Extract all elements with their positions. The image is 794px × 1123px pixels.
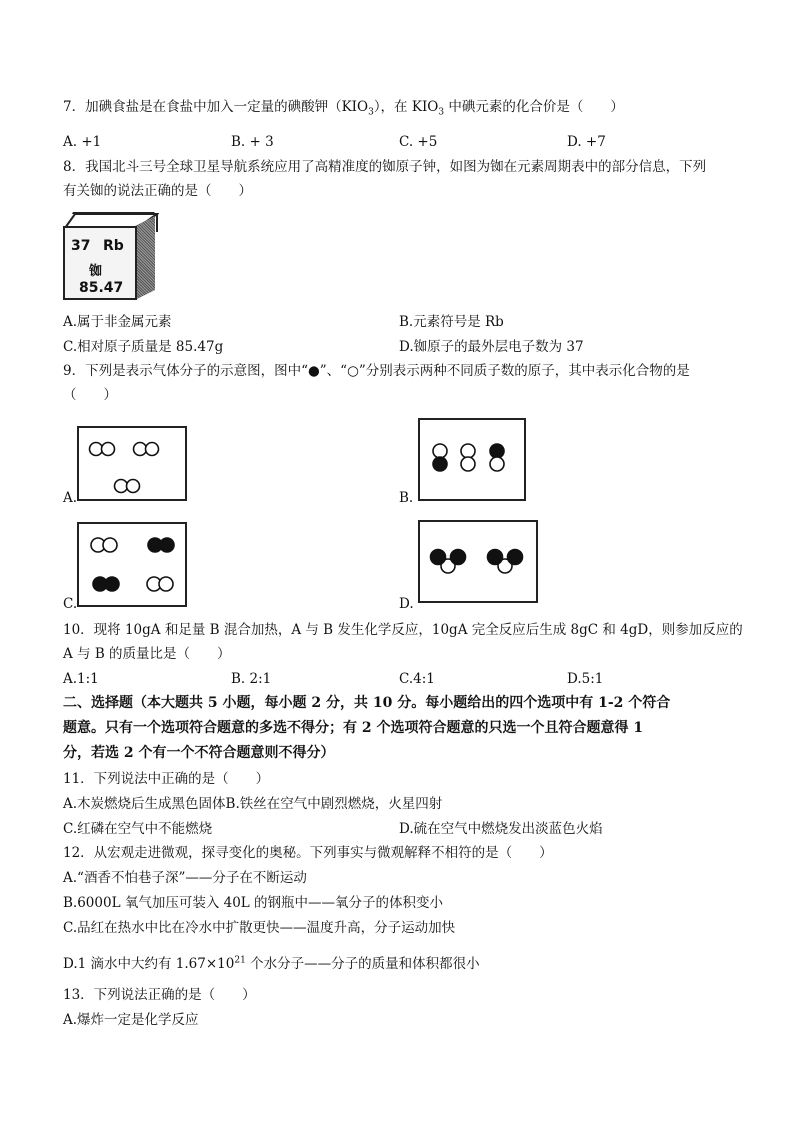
q11-options-ab: A.木炭燃烧后生成黑色固体B.铁丝在空气中剧烈燃烧，火星四射 — [63, 796, 443, 812]
q9-label-b: B. — [399, 490, 414, 506]
q8-option-a: A.属于非金属元素 — [63, 314, 172, 330]
q10-option-a: A.1:1 — [63, 671, 99, 687]
q8-stem-line1: 8．我国北斗三号全球卫星导航系统应用了高精准度的铷原子钟，如图为铷在元素周期表中的部分信息，下列 — [63, 159, 707, 175]
q10-stem-line1: 10．现将 10gA 和足量 B 混合加热，A 与 B 发生化学反应，10gA 完全反应后生成 8gC 和 4gD，则参加反应的 — [63, 622, 743, 638]
q8-option-d: D.铷原子的最外层电子数为 37 — [399, 339, 584, 355]
q10-option-c: C.4:1 — [399, 671, 435, 687]
q12-option-c: C.品红在热水中比在冷水中扩散更快——温度升高，分子运动加快 — [63, 920, 456, 936]
rubidium-element-cube — [63, 212, 159, 304]
q13-stem: 13．下列说法正确的是（ ） — [63, 987, 256, 1003]
q12-option-a: A.“酒香不怕巷子深”——分子在不断运动 — [63, 870, 307, 886]
section2-heading-line3: 分，若选 2 个有一个不符合题意则不得分） — [63, 745, 335, 761]
q9-label-a: A. — [63, 490, 78, 506]
q7-stem: 7．加碘食盐是在食盐中加入一定量的碘酸钾$(KIO_3)$，在 $KIO_3$ 中碘元素的化合价是（ ） — [63, 99, 624, 118]
q11-option-d: D.硫在空气中燃烧发出淡蓝色火焰 — [399, 821, 603, 837]
q9-diagram-d — [418, 520, 538, 603]
element-name: 铷 — [89, 264, 103, 279]
q9-stem-line2: （ ） — [63, 387, 117, 403]
section2-heading-line2: 题意。只有一个选项符合题意的多选不得分；有 2 个选项符合题意的只选一个且符合题意得 1 — [63, 720, 644, 736]
q7-option-c: C. +5 — [399, 134, 438, 150]
q10-option-d: D.5:1 — [567, 671, 604, 687]
element-number: 37 — [71, 238, 91, 254]
q9-stem-line1: 9．下列是表示气体分子的示意图，图中“●”、“○”分别表示两种不同质子数的原子，其中表示化合物的是 — [63, 363, 690, 379]
q8-stem-line2: 有关铷的说法正确的是（ ） — [63, 183, 252, 199]
q9-diagram-b — [418, 418, 526, 501]
q8-option-b: B.元素符号是 Rb — [399, 314, 504, 330]
q9-label-c: C. — [63, 596, 78, 612]
q11-stem: 11．下列说法中正确的是（ ） — [63, 771, 270, 787]
q8-option-c: C.相对原子质量是 85.47g — [63, 339, 224, 355]
q7-option-b: B. + 3 — [231, 134, 274, 150]
element-mass: 85.47 — [79, 280, 124, 296]
q12-option-b: B.6000L 氧气加压可装入 40L 的钢瓶中——氧分子的体积变小 — [63, 895, 444, 911]
q7-option-a: A. +1 — [63, 134, 102, 150]
q9-diagram-a — [77, 426, 187, 501]
q9-label-d: D. — [399, 596, 414, 612]
element-symbol: Rb — [103, 238, 124, 254]
q12-stem: 12．从宏观走进微观，探寻变化的奥秘。下列事实与微观解释不相符的是（ ） — [63, 845, 553, 861]
section2-heading-line1: 二、选择题（本大题共 5 小题，每小题 2 分，共 10 分。每小题给出的四个选项中有 1-2 个符合 — [63, 695, 671, 711]
q11-option-c: C.红磷在空气中不能燃烧 — [63, 821, 213, 837]
q10-option-b: B. 2:1 — [231, 671, 272, 687]
q7-option-d: D. +7 — [567, 134, 606, 150]
q12-option-d: D.1 滴水中大约有 $1.67\times 10^{21}$ 个水分子——分子的质量和体积都很小 — [63, 955, 480, 972]
q10-stem-line2: A 与 B 的质量比是（ ） — [63, 646, 231, 662]
q9-diagram-c — [77, 522, 187, 607]
q13-option-a: A.爆炸一定是化学反应 — [63, 1012, 199, 1028]
